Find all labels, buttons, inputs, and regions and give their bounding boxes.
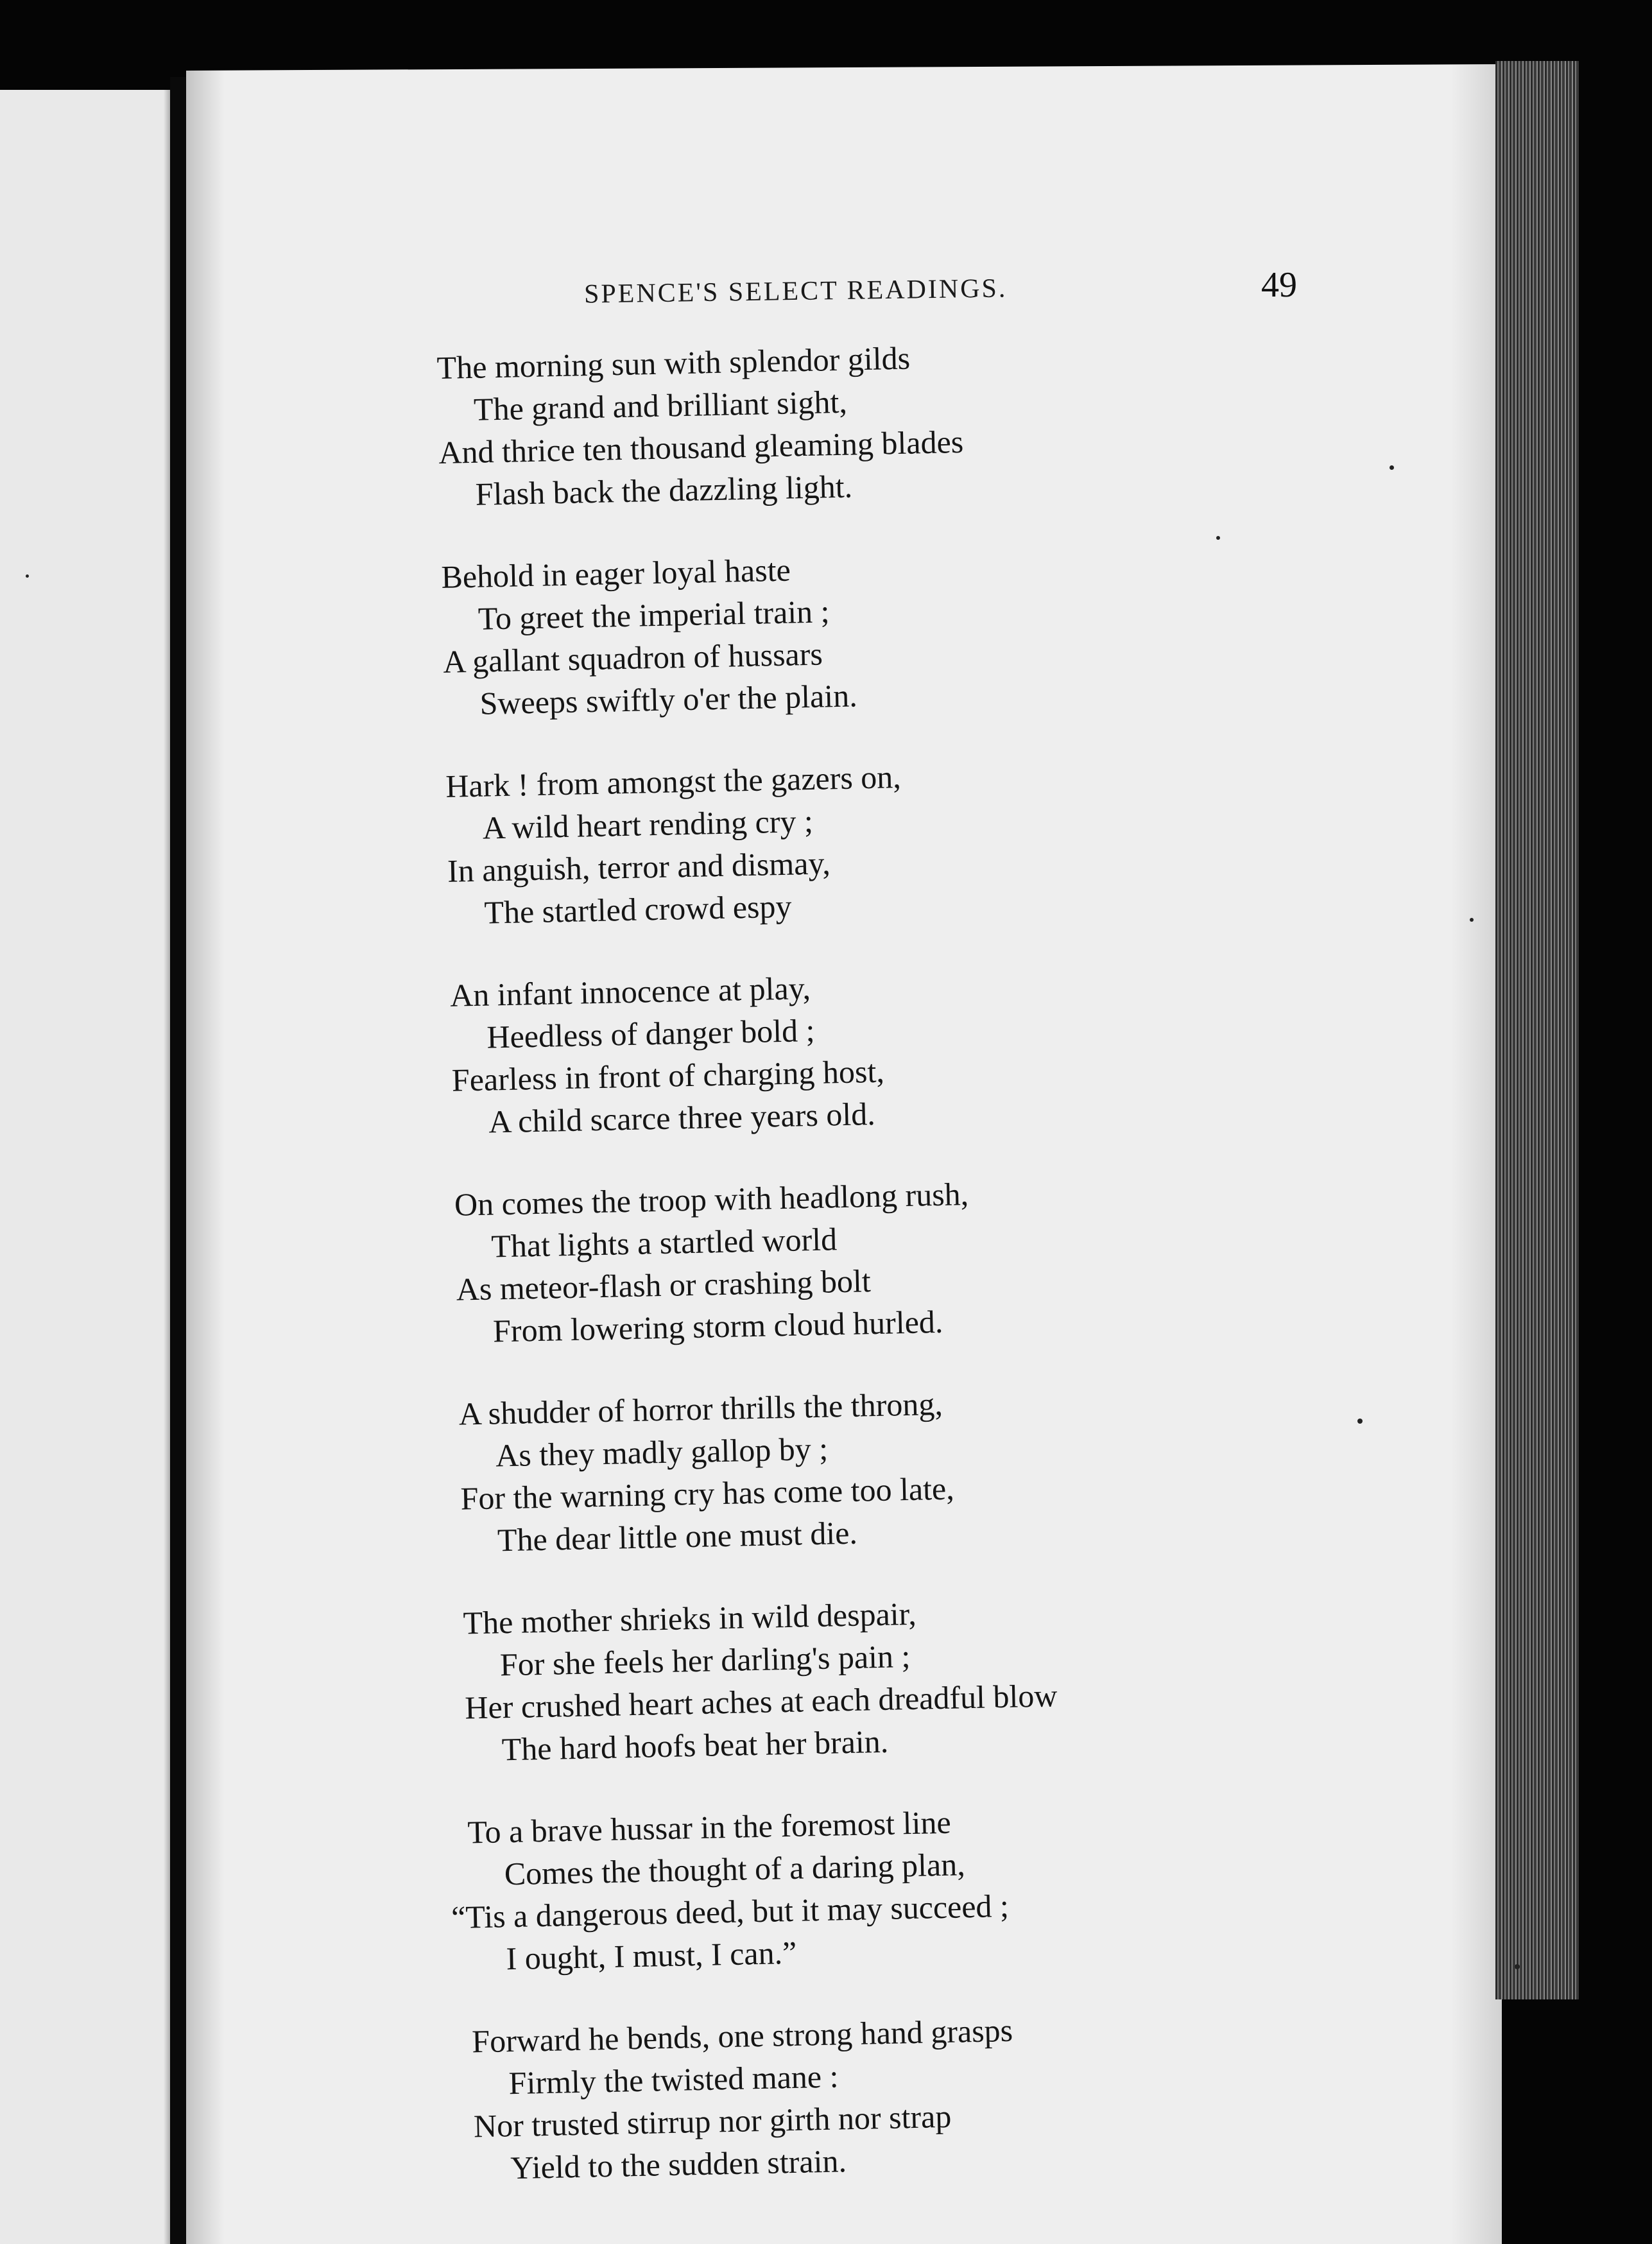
poem-line: The grand and brilliant sight,: [473, 383, 848, 427]
page-number: 49: [1261, 265, 1297, 305]
poem-line: A wild heart rending cry ;: [482, 802, 814, 846]
stanza: [445, 745, 1379, 934]
stanza: [463, 1582, 1397, 1771]
poem-line: I ought, I must, I can.”: [506, 1934, 797, 1977]
stanza: [451, 1791, 1401, 1980]
poem-line: Fearless in front of charging host,: [451, 1053, 885, 1098]
poem: [436, 327, 1406, 2230]
poem-line: Hark ! from amongst the gazers on,: [445, 758, 902, 804]
poem-line: The morning sun with splendor gilds: [436, 340, 911, 386]
stanza: [436, 327, 1370, 516]
left-page: [0, 90, 170, 2244]
poem-line: As meteor-flash or crashing bolt: [456, 1263, 872, 1308]
running-head: SPENCE'S SELECT READINGS.: [583, 273, 1008, 309]
poem-line: Sweeps swiftly o'er the plain.: [479, 677, 858, 721]
poem-line: The mother shrieks in wild despair,: [463, 1595, 917, 1641]
poem-line: Heedless of danger bold ;: [486, 1012, 815, 1055]
dust-speck: [26, 574, 29, 578]
poem-line: To greet the imperial train ;: [478, 593, 830, 637]
poem-line: Nor trusted stirrup nor girth nor strap: [473, 2098, 952, 2145]
poem-line: The startled crowd espy: [483, 888, 792, 931]
poem-line: A child scarce three years old.: [488, 1095, 876, 1140]
poem-line: Comes the thought of a daring plan,: [504, 1846, 966, 1892]
poem-line: A shudder of horror thrills the throng,: [458, 1385, 943, 1432]
poem-line: Firmly the twisted mane :: [508, 2058, 839, 2102]
poem-line: Flash back the dazzling light.: [475, 468, 853, 512]
poem-line: From lowering storm cloud hurled.: [492, 1303, 943, 1349]
dust-speck: [1470, 918, 1474, 922]
poem-line: An infant innocence at play,: [449, 970, 811, 1014]
stanza: [458, 1373, 1392, 1562]
poem-line: And thrice ten thousand gleaming blades: [438, 423, 964, 470]
poem-line: Her crushed heart aches at each dreadful blow: [464, 1677, 1058, 1726]
dust-speck: [1216, 536, 1220, 540]
stanza: [449, 954, 1383, 1143]
page-edges: [1495, 61, 1579, 1999]
poem-line: On comes the troop with headlong rush,: [454, 1175, 969, 1223]
dust-speck: [1390, 465, 1394, 470]
poem-line: The hard hoofs beat her brain.: [501, 1723, 889, 1768]
poem-line: Yield to the sudden strain.: [510, 2143, 847, 2186]
stanza: [441, 537, 1375, 725]
poem-line: In anguish, terror and dismay,: [447, 845, 831, 889]
poem-line: For she feels her darling's pain ;: [499, 1637, 911, 1683]
poem-line: To a brave hussar in the foremost line: [467, 1804, 952, 1851]
poem-line: “Tis a dangerous deed, but it may succeed ;: [451, 1887, 1010, 1936]
poem-line: Forward he bends, one strong hand grasps: [471, 2012, 1013, 2060]
poem-line: Behold in eager loyal haste: [440, 551, 791, 595]
stanza: [472, 2001, 1406, 2189]
poem-line: The dear little one must die.: [497, 1514, 858, 1558]
dust-speck: [1515, 1964, 1520, 1969]
poem-line: As they madly gallop by ;: [495, 1430, 829, 1474]
poem-line: That lights a startled world: [490, 1221, 838, 1264]
poem-line: A gallant squadron of hussars: [442, 635, 823, 680]
dust-speck: [1357, 1419, 1363, 1424]
poem-line: For the warning cry has come too late,: [460, 1470, 955, 1517]
stanza: [454, 1164, 1388, 1352]
